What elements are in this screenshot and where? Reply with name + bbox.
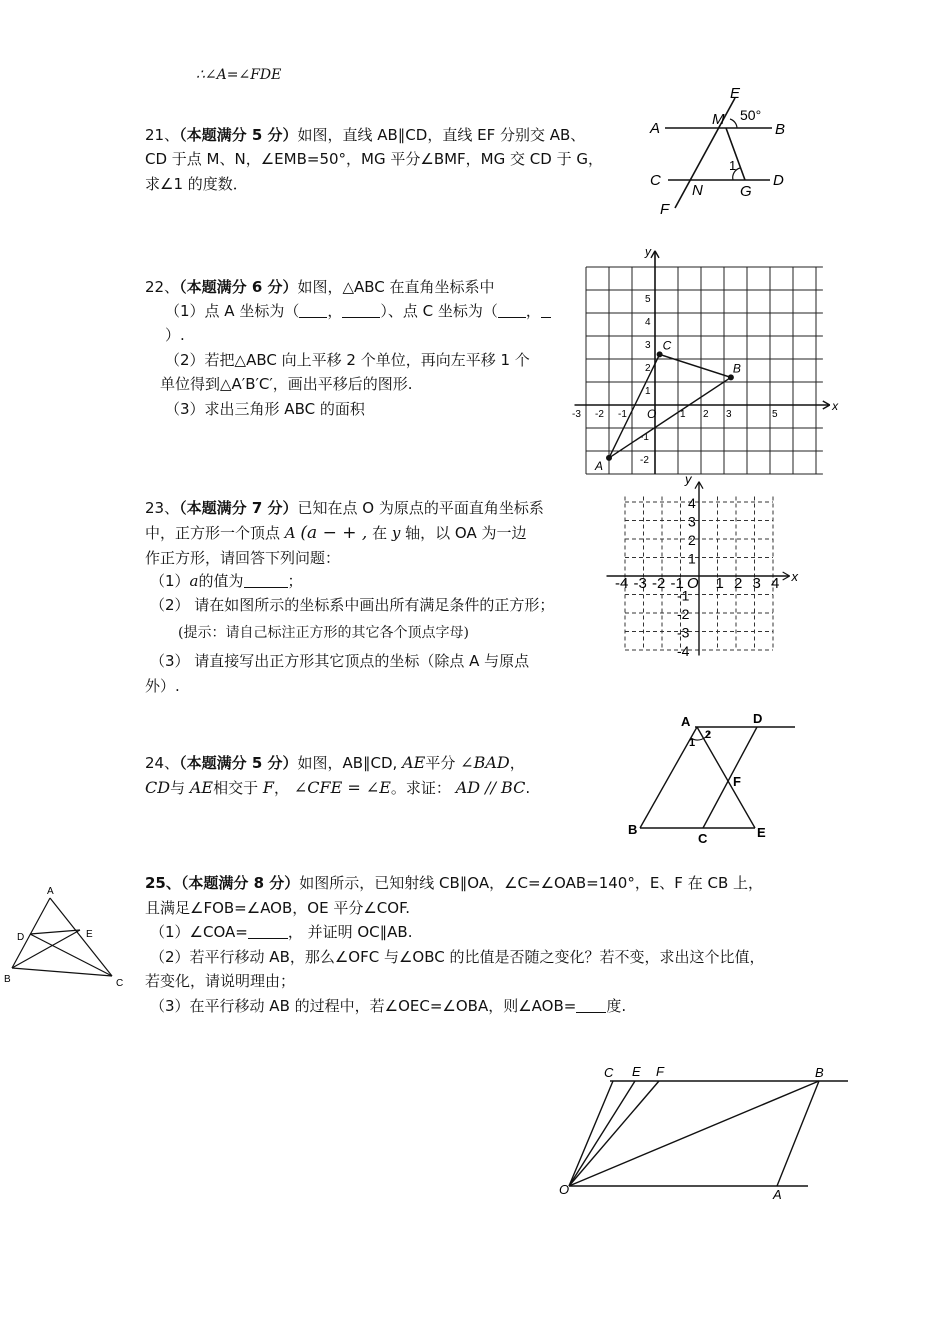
- q22-line1: [145, 276, 495, 298]
- q22-score: （本题满分 6 分）: [179, 278, 298, 296]
- q21-line1: [145, 124, 585, 146]
- q21-line3: 求∠1 的度数．: [145, 175, 248, 193]
- label-a: A: [773, 1187, 782, 1202]
- q22-text2b: ）、点 C 坐标为（: [380, 302, 498, 320]
- q23-text2a: 中，正方形一个顶点: [145, 524, 281, 542]
- q22-line4: 单位得到△A′B′C′，画出平移后的图形.: [160, 375, 413, 393]
- label-c: C: [698, 831, 708, 846]
- x-tick-label: -1: [670, 575, 684, 592]
- label-c: C: [650, 172, 661, 189]
- q23-line2: [145, 522, 526, 544]
- line-dc: [703, 727, 757, 828]
- label-e: E: [86, 929, 93, 940]
- q24-text1e: ，: [509, 754, 525, 772]
- q24-line2: [145, 777, 530, 799]
- label-m: M: [712, 111, 725, 128]
- label-o: O: [559, 1182, 570, 1197]
- q25-text3b: ， 并证明 OC∥AB.: [287, 923, 413, 941]
- label-e: E: [757, 825, 766, 840]
- q25-line4: （2）若平行移动 AB，那么∠OFC 与∠OBC 的比值是否随之变化？若不变，求出这个比值，: [150, 948, 765, 966]
- q21-score: （本题满分 5 分）: [179, 126, 298, 144]
- line-ae: [697, 727, 755, 828]
- x-tick-label: -1: [618, 409, 627, 420]
- q24-text2f: ，: [274, 779, 290, 797]
- q24-ae: AE: [402, 753, 426, 772]
- y-axis-label: y: [685, 471, 692, 487]
- q24-text2d: 相交于: [213, 779, 259, 797]
- q22-blank-ax[interactable]: [299, 303, 327, 318]
- q23-avar: a: [189, 572, 199, 590]
- y-tick-label: 2: [688, 532, 696, 548]
- q21-text1: 如图，直线 AB∥CD，直线 EF 分别交 AB、: [297, 126, 586, 144]
- q23-text1: 已知在点 O 为原点的平面直角坐标系: [297, 499, 544, 517]
- y-tick-label: -1: [677, 587, 690, 604]
- label-c: C: [662, 338, 672, 353]
- x-tick-label: 2: [703, 409, 709, 420]
- x-tick-label: 3: [752, 575, 761, 592]
- x-tick-label: -4: [615, 575, 629, 592]
- q23-blank-a[interactable]: [244, 573, 288, 588]
- q23-line4: [150, 570, 303, 592]
- q23-text4b: 的值为: [198, 572, 244, 590]
- label-a: A: [47, 886, 54, 897]
- q24-text1c: 平分: [425, 754, 456, 772]
- y-tick-label: 4: [688, 495, 696, 511]
- y-tick-label: 2: [645, 363, 651, 374]
- q23-text4c: ；: [287, 572, 303, 590]
- q25-line1: [145, 872, 763, 894]
- q23-number: 23、: [145, 499, 180, 517]
- q25-line6: [150, 995, 626, 1017]
- y-axis-label: y: [645, 244, 651, 259]
- q24-text2h: 。求证：: [390, 779, 451, 797]
- q25-score: （本题满分 8 分）: [180, 874, 300, 892]
- q22-text2a: （1）点 A 坐标为（: [165, 302, 300, 320]
- label-50: 50°: [740, 107, 762, 123]
- x-tick-label: 1: [680, 409, 686, 420]
- label-b: B: [775, 121, 786, 138]
- seg-oe: [569, 1081, 635, 1186]
- angle-50-arc: [730, 119, 737, 128]
- q21-number: 21、: [145, 126, 180, 144]
- q23-hint: (提示：请自己标注正方形的其它各个顶点字母): [178, 625, 469, 641]
- q25-number: 25、: [145, 874, 181, 892]
- q24-angle-bad: ∠BAD: [460, 753, 510, 772]
- q23-coordinate-grid: [600, 471, 800, 659]
- q24-text2b: 与: [170, 779, 186, 797]
- label-e: E: [730, 85, 741, 102]
- q23-point-a: A: [284, 524, 296, 542]
- q23-text2c: 轴，以 OA 为一边: [405, 524, 527, 542]
- x-tick-label: 5: [772, 409, 778, 420]
- q24-text2j: .: [525, 779, 531, 797]
- y-tick-label: -1: [640, 432, 649, 443]
- x-tick-label: 1: [715, 575, 724, 592]
- side-triangle-figure: [0, 882, 130, 992]
- q22-coordinate-grid: [572, 240, 839, 480]
- x-axis-label: x: [832, 399, 839, 413]
- label-b: B: [628, 822, 638, 837]
- tri-dc: [30, 934, 112, 976]
- q25-text3a: （1）∠COA=: [150, 923, 248, 941]
- y-tick-label: 3: [645, 340, 651, 351]
- q25-blank-aob[interactable]: [576, 998, 606, 1013]
- label-a: A: [681, 714, 691, 729]
- q24-score: （本题满分 5 分）: [179, 754, 298, 772]
- label-d: D: [17, 932, 25, 943]
- q25-text1: 如图所示，已知射线 CB∥OA，∠C=∠OAB=140°，E、F 在 CB 上，: [299, 874, 764, 892]
- q23-text4a: （1）: [150, 572, 190, 590]
- label-a: A: [595, 458, 604, 473]
- origin-label: O: [647, 407, 657, 421]
- q21-line2: CD 于点 M、N，∠EMB=50°，MG 平分∠BMF，MG 交 CD 于 G，: [145, 150, 603, 168]
- q24-ad-bc: AD // BC: [455, 778, 526, 797]
- y-tick-label: -4: [677, 643, 690, 659]
- label-b: B: [732, 361, 741, 376]
- y-tick-label: 1: [688, 550, 696, 567]
- label-f: F: [656, 1064, 664, 1079]
- q24-line1: [145, 752, 525, 774]
- q23-expr: (a − + ,: [300, 523, 368, 543]
- label-n: N: [692, 182, 703, 199]
- x-tick-label: -2: [595, 409, 604, 420]
- label-c: C: [604, 1065, 614, 1080]
- seg-of: [569, 1081, 659, 1186]
- q22-comma2: ，: [525, 302, 541, 320]
- point-a: [606, 455, 612, 461]
- top-conclusion: ∴∠A=∠FDE: [196, 67, 282, 83]
- q24-number: 24、: [145, 754, 180, 772]
- y-tick-label: 5: [645, 294, 651, 305]
- q24-text1a: 如图，AB∥CD,: [297, 754, 398, 772]
- y-tick-label: -2: [640, 455, 649, 466]
- label-d: D: [753, 711, 763, 726]
- q23-yvar: y: [391, 524, 401, 542]
- q22-blank-ay[interactable]: [342, 303, 380, 318]
- q24-cd: CD: [145, 778, 171, 797]
- q22-blank-cx[interactable]: [498, 303, 526, 318]
- label-a: A: [650, 120, 661, 137]
- q25-figure: [555, 1060, 855, 1210]
- q23-line1: [145, 497, 544, 519]
- x-axis-label: x: [791, 569, 798, 584]
- label-d: D: [773, 172, 784, 189]
- q24-ae2: AE: [189, 778, 214, 797]
- label-1: 1: [689, 737, 696, 749]
- q25-blank-coa[interactable]: [248, 924, 288, 939]
- q23-line7: （3） 请直接写出正方形其它顶点的坐标（除点 A 与原点: [150, 652, 530, 670]
- label-f: F: [733, 774, 741, 789]
- label-2: 2: [705, 729, 712, 741]
- q23-line8: 外）.: [145, 677, 180, 695]
- tri-bc: [12, 968, 112, 976]
- q21-figure: [640, 84, 800, 219]
- q24-f: F: [262, 778, 275, 797]
- q22-line2c: ）.: [165, 326, 185, 344]
- y-tick-label: 4: [645, 317, 651, 328]
- label-g: G: [740, 183, 752, 200]
- q25-text6a: （3）在平行移动 AB 的过程中，若∠OEC=∠OBA，则∠AOB=: [150, 997, 577, 1015]
- q22-comma1: ，: [327, 302, 343, 320]
- x-tick-label: -2: [652, 575, 666, 592]
- q22-number: 22、: [145, 278, 180, 296]
- x-tick-label: 4: [771, 575, 780, 592]
- label-b: B: [4, 974, 11, 985]
- q24-figure: [625, 710, 805, 850]
- q22-line5: （3）求出三角形 ABC 的面积: [165, 400, 365, 418]
- q22-text1: 如图，△ABC 在直角坐标系中: [297, 278, 495, 296]
- tri-de: [30, 930, 80, 934]
- q23-text2b: 在: [372, 524, 388, 542]
- x-tick-label: 2: [734, 575, 743, 592]
- label-e: E: [632, 1064, 641, 1079]
- x-tick-label: 3: [726, 409, 732, 420]
- q25-text6b: 度.: [606, 997, 627, 1015]
- q22-blank-cy[interactable]: [541, 303, 551, 318]
- line-ef: [675, 98, 735, 208]
- q25-line3: [150, 921, 412, 943]
- q25-line5: 若变化，请说明理由；: [145, 972, 296, 990]
- q22-line2: [165, 300, 551, 322]
- label-1: 1: [729, 158, 737, 173]
- tri-ac: [50, 898, 112, 976]
- label-f: F: [660, 201, 670, 218]
- x-tick-label: -3: [572, 409, 581, 420]
- q23-score: （本题满分 7 分）: [179, 499, 298, 517]
- label-b: B: [815, 1065, 824, 1080]
- q23-line5: （2） 请在如图所示的坐标系中画出所有满足条件的正方形；: [150, 596, 555, 614]
- x-tick-label: -3: [633, 575, 647, 592]
- q22-line3: （2）若把△ABC 向上平移 2 个单位，再向左平移 1 个: [165, 351, 530, 369]
- q25-line2: 且满足∠FOB=∠AOB，OE 平分∠COF.: [145, 899, 411, 917]
- label-c: C: [116, 978, 124, 989]
- y-tick-label: -3: [677, 624, 690, 641]
- origin-label: O: [687, 575, 699, 592]
- triangle-abc: [609, 354, 731, 458]
- y-tick-label: -2: [677, 606, 690, 622]
- q23-line3: 作正方形，请回答下列问题：: [145, 549, 341, 567]
- q24-angle-eq: ∠CFE = ∠E: [293, 778, 391, 797]
- y-tick-label: 1: [645, 386, 651, 397]
- y-tick-label: 3: [688, 513, 696, 530]
